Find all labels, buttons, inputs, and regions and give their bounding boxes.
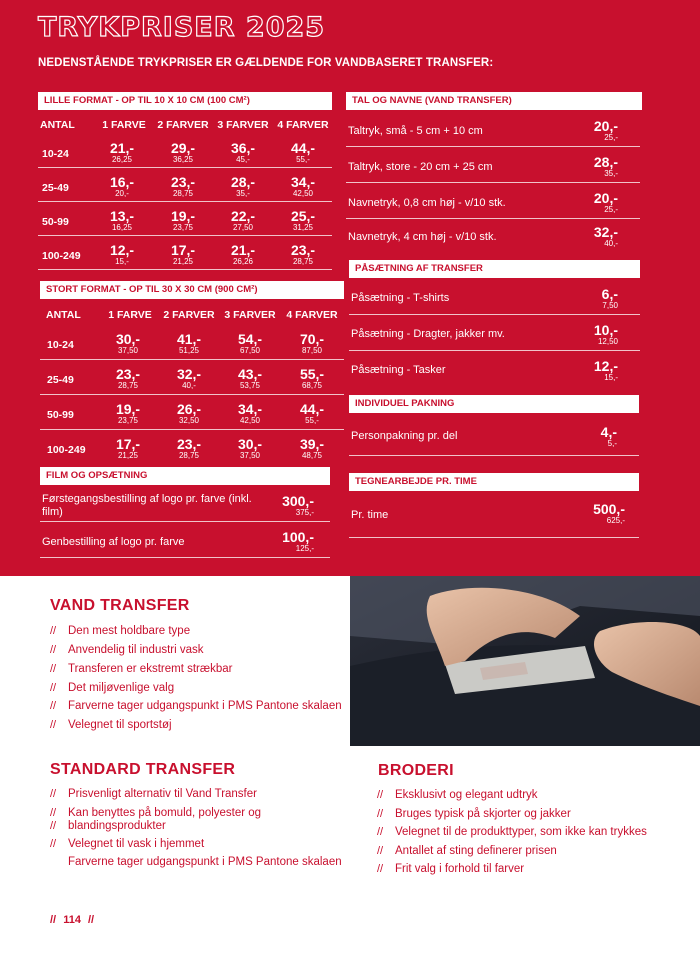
list-item: // Farverne tager udgangspunkt i PMS Pantone skalaen <box>50 700 342 712</box>
price-cell: 21,- 26,26 <box>230 242 256 266</box>
list-item: Navnetryk, 4 cm høj - v/10 stk. 32,- 40,- <box>348 224 618 248</box>
double-slash-icon: // <box>50 788 57 800</box>
price-cell: 29,- 36,25 <box>170 140 196 164</box>
double-slash-icon: // <box>50 700 57 712</box>
list-item: Førstegangsbestilling af logo pr. farve (inkl. film) 300,- 375,- <box>40 486 330 522</box>
transfer-application-photo <box>350 576 700 746</box>
double-slash-icon: // <box>377 826 384 838</box>
price-cell: 25,- 31,25 <box>290 208 316 232</box>
page-title: TRYKPRISER 2025 <box>38 12 326 43</box>
double-slash-icon: // <box>50 820 57 832</box>
double-slash-icon: // <box>50 644 57 656</box>
page-subtitle: NEDENSTÅENDE TRYKPRISER ER GÆLDENDE FOR VANDBASERET TRANSFER: <box>38 57 494 69</box>
price-cell: 36,- 45,- <box>230 140 256 164</box>
list-item: Pr. time 500,- 625,- <box>349 492 639 538</box>
list-item: Taltryk, store - 20 cm + 25 cm 28,- 35,- <box>346 147 640 183</box>
list-item: Påsætning - Dragter, jakker mv. 10,- 12,50 <box>349 315 640 351</box>
lille-format-header: LILLE FORMAT - OP TIL 10 X 10 CM (100 CM²) <box>38 92 332 110</box>
standard-transfer-title: STANDARD TRANSFER <box>50 761 236 778</box>
page-number: // 114 // <box>50 914 95 926</box>
list-item: // Velegnet til vask i hjemmet <box>50 838 205 850</box>
film-header: FILM OG OPSÆTNING <box>40 467 330 485</box>
price-cell: 23,- 28,75 <box>170 174 196 198</box>
price-cell: 16,- 20,- <box>109 174 135 198</box>
price-cell: 23,- 28,75 <box>176 436 202 460</box>
list-item: // Den mest holdbare type <box>50 625 191 637</box>
paasaetning-header: PÅSÆTNING AF TRANSFER <box>349 260 640 278</box>
list-item: // Anvendelig til industri vask <box>50 644 204 656</box>
tegnearbejde-header: TEGNEARBEJDE PR. TIME <box>349 473 639 491</box>
double-slash-icon: // <box>88 914 95 926</box>
price-cell: 21,- 26,25 <box>109 140 135 164</box>
list-item: Personpakning pr. del 4,- 5,- <box>349 414 639 456</box>
double-slash-icon: // <box>377 863 384 875</box>
price-cell: 54,- 67,50 <box>237 331 263 355</box>
table-row: 10-24 30,- 37,50 41,- 51,25 54,- 67,50 70,- 87,50 <box>40 325 344 360</box>
table-row: 25-49 16,- 20,- 23,- 28,75 28,- 35,- 34,- 42,50 <box>38 168 332 202</box>
double-slash-icon: // <box>50 625 57 637</box>
price-cell: 32,- 40,- <box>176 366 202 390</box>
price-cell: 23,- 28,75 <box>290 242 316 266</box>
list-item: // Antallet af sting definerer prisen <box>377 845 557 857</box>
price-cell: 22,- 27,50 <box>230 208 256 232</box>
double-slash-icon: // <box>50 719 57 731</box>
table-row: 25-49 23,- 28,75 32,- 40,- 43,- 53,75 55,- 68,75 <box>40 360 344 395</box>
list-item: // Frit valg i forhold til farver <box>377 863 525 875</box>
col-4-farver: 4 FARVER <box>286 309 338 321</box>
list-item: Navnetryk, 0,8 cm høj - v/10 stk. 20,- 25,- <box>346 183 640 219</box>
col-2-farver: 2 FARVER <box>157 119 209 131</box>
table-row: 100-249 17,- 21,25 23,- 28,75 30,- 37,50 39,- 48,75 <box>40 430 344 465</box>
col-3-farver: 3 FARVER <box>217 119 269 131</box>
list-item: // Transferen er ekstremt strækbar <box>50 663 233 675</box>
double-slash-icon: // <box>50 838 57 850</box>
col-antal: ANTAL <box>40 119 75 131</box>
col-2-farver: 2 FARVER <box>163 309 215 321</box>
price-cell: 19,- 23,75 <box>115 401 141 425</box>
list-item: Taltryk, små - 5 cm + 10 cm 20,- 25,- <box>346 111 640 147</box>
list-item: // Velegnet til de produkttyper, som ikke kan trykkes <box>377 826 647 838</box>
price-cell: 12,- 15,- <box>109 242 135 266</box>
list-item: // Velegnet til sportstøj <box>50 719 172 731</box>
list-item: Påsætning - T-shirts 6,- 7,50 <box>349 279 640 315</box>
price-cell: 41,- 51,25 <box>176 331 202 355</box>
table-row: 50-99 19,- 23,75 26,- 32,50 34,- 42,50 44,- 55,- <box>40 395 344 430</box>
col-3-farver: 3 FARVER <box>224 309 276 321</box>
double-slash-icon: // <box>50 914 57 926</box>
broderi-title: BRODERI <box>378 762 454 779</box>
price-cell: 17,- 21,25 <box>115 436 141 460</box>
price-cell: 34,- 42,50 <box>237 401 263 425</box>
stort-format-header: STORT FORMAT - OP TIL 30 X 30 CM (900 CM²) <box>40 281 344 299</box>
double-slash-icon: // <box>50 807 57 819</box>
price-cell: 30,- 37,50 <box>115 331 141 355</box>
tal-header: TAL OG NAVNE (VAND TRANSFER) <box>346 92 642 110</box>
price-cell: 55,- 68,75 <box>299 366 325 390</box>
price-cell: 44,- 55,- <box>299 401 325 425</box>
price-cell: 39,- 48,75 <box>299 436 325 460</box>
table-row: 100-249 12,- 15,- 17,- 21,25 21,- 26,26 23,- 28,75 <box>38 236 332 270</box>
list-item: // Prisvenligt alternativ til Vand Transfer <box>50 788 257 800</box>
price-cell: 28,- 35,- <box>230 174 256 198</box>
price-cell: 13,- 16,25 <box>109 208 135 232</box>
price-cell: 34,- 42,50 <box>290 174 316 198</box>
list-item: // Bruges typisk på skjorter og jakker <box>377 808 571 820</box>
double-slash-icon: // <box>377 789 384 801</box>
price-cell: 30,- 37,50 <box>237 436 263 460</box>
price-cell: 19,- 23,75 <box>170 208 196 232</box>
list-item: Påsætning - Tasker 12,- 15,- <box>351 358 618 382</box>
list-item: // Eksklusivt og elegant udtryk <box>377 789 538 801</box>
list-item: Farverne tager udgangspunkt i PMS Pantone skalaen <box>68 856 342 868</box>
price-cell: 43,- 53,75 <box>237 366 263 390</box>
table-row: 10-24 21,- 26,25 29,- 36,25 36,- 45,- 44,- 55,- <box>38 134 332 168</box>
double-slash-icon: // <box>377 808 384 820</box>
price-cell: 23,- 28,75 <box>115 366 141 390</box>
individuel-header: INDIVIDUEL PAKNING <box>349 395 639 413</box>
double-slash-icon: // <box>50 663 57 675</box>
list-item: // Det miljøvenlige valg <box>50 682 175 694</box>
col-1-farve: 1 FARVE <box>102 119 146 131</box>
price-cell: 17,- 21,25 <box>170 242 196 266</box>
table-row: 50-99 13,- 16,25 19,- 23,75 22,- 27,50 25,- 31,25 <box>38 202 332 236</box>
list-item: Genbestilling af logo pr. farve 100,- 125,- <box>40 522 330 558</box>
price-cell: 70,- 87,50 <box>299 331 325 355</box>
list-item: // Kan benyttes på bomuld, polyester og <box>50 807 262 819</box>
price-cell: 26,- 32,50 <box>176 401 202 425</box>
double-slash-icon: // <box>377 845 384 857</box>
col-4-farver: 4 FARVER <box>277 119 329 131</box>
price-cell: 44,- 55,- <box>290 140 316 164</box>
col-antal: ANTAL <box>46 309 81 321</box>
double-slash-icon: // <box>50 682 57 694</box>
list-item: // blandingsprodukter <box>50 820 166 832</box>
col-1-farve: 1 FARVE <box>108 309 152 321</box>
vand-transfer-title: VAND TRANSFER <box>50 597 190 614</box>
